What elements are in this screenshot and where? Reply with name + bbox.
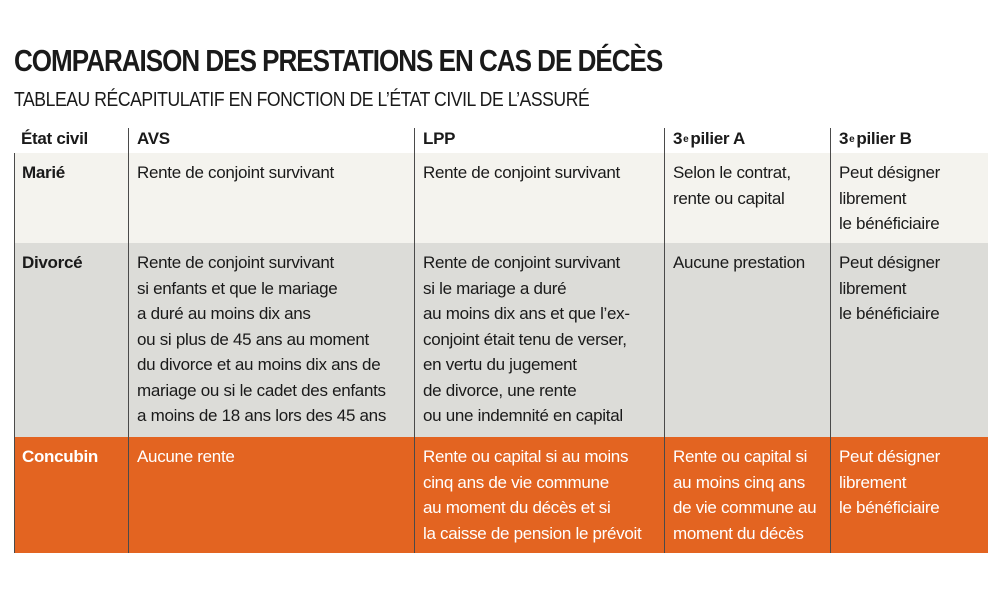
cell-line: en vertu du jugement — [423, 355, 577, 374]
page-title: COMPARAISON DES PRESTATIONS EN CAS DE DÉCÈS — [14, 43, 663, 78]
cell-line: au moins cinq ans — [673, 472, 805, 492]
row-label-concubin: Concubin — [14, 437, 128, 553]
cell-line: mariage ou si le cadet des enfants — [137, 380, 386, 400]
cell-line: Rente de conjoint survivant — [137, 163, 334, 182]
cell-line: Selon le contrat, — [673, 163, 791, 182]
comparison-table — [14, 128, 988, 553]
cell-line: si le mariage a duré — [423, 278, 567, 298]
header-pilier-b — [830, 128, 988, 153]
cell-line: ou une indemnité en capital — [423, 406, 623, 425]
cell-line: Rente de conjoint survivant — [423, 163, 620, 182]
cell-line: au moment du décès et si — [423, 498, 611, 517]
header-pilier-b-rest: pilier B — [856, 129, 912, 148]
header-avs: AVS — [128, 128, 414, 153]
cell-line: Aucune rente — [137, 447, 235, 466]
cell-marie-lpp — [414, 153, 664, 243]
header-pilier-a-exp: e — [683, 134, 689, 145]
row-label-marie: Marié — [14, 153, 128, 243]
cell-line: de divorce, une rente — [423, 380, 577, 400]
cell-line: librement — [839, 278, 907, 298]
cell-line: le bénéficiaire — [839, 498, 940, 517]
cell-line: Peut désigner — [839, 447, 941, 466]
cell-line: Peut désigner — [839, 253, 941, 272]
cell-concubin-pilier-a — [664, 437, 830, 553]
header-pilier-a-rest: pilier A — [690, 129, 746, 148]
cell-line: Rente ou capital si — [673, 447, 808, 466]
cell-line: Rente de conjoint survivant — [137, 253, 334, 272]
cell-line: si enfants et que le mariage — [137, 278, 338, 298]
cell-line: rente ou capital — [673, 188, 785, 208]
cell-line: librement — [839, 188, 907, 208]
cell-line: au moins dix ans et que l’ex- — [423, 304, 630, 323]
cell-divorce-pilier-a — [664, 243, 830, 437]
cell-line: Rente de conjoint survivant — [423, 253, 620, 272]
header-etat-civil: État civil — [21, 129, 88, 148]
page-subtitle: TABLEAU RÉCAPITULATIF EN FONCTION DE L’ÉTAT CIVIL DE L’ASSURÉ — [14, 89, 590, 111]
cell-line: Rente ou capital si au moins — [423, 447, 629, 466]
cell-line: du divorce et au moins dix ans de — [137, 355, 381, 374]
cell-line: conjoint était tenu de verser, — [423, 329, 627, 349]
cell-concubin-avs — [128, 437, 414, 553]
cell-divorce-lpp — [414, 243, 664, 437]
cell-divorce-avs — [128, 243, 414, 437]
cell-line: librement — [839, 472, 907, 492]
cell-line: Peut désigner — [839, 163, 941, 182]
cell-line: Aucune prestation — [673, 253, 805, 272]
header-pilier-a-num: 3 — [673, 129, 683, 148]
cell-divorce-pilier-b — [830, 243, 988, 437]
header-pilier-b-exp: e — [849, 134, 855, 145]
row-label-divorce: Divorcé — [14, 243, 128, 437]
header-pilier-a — [664, 128, 830, 153]
header-pilier-b-num: 3 — [839, 129, 849, 148]
cell-marie-pilier-a — [664, 153, 830, 243]
cell-line: le bénéficiaire — [839, 304, 940, 323]
cell-line: de vie commune au — [673, 498, 817, 517]
cell-line: cinq ans de vie commune — [423, 472, 609, 492]
cell-concubin-lpp — [414, 437, 664, 553]
cell-marie-pilier-b — [830, 153, 988, 243]
cell-line: le bénéficiaire — [839, 214, 940, 233]
cell-line: ou si plus de 45 ans au moment — [137, 329, 369, 349]
cell-line: moment du décès — [673, 523, 804, 543]
cell-marie-avs — [128, 153, 414, 243]
cell-concubin-pilier-b — [830, 437, 988, 553]
cell-line: a moins de 18 ans lors des 45 ans — [137, 406, 387, 425]
cell-line: a duré au moins dix ans — [137, 304, 311, 323]
header-lpp: LPP — [414, 128, 664, 153]
cell-line: la caisse de pension le prévoit — [423, 523, 642, 543]
